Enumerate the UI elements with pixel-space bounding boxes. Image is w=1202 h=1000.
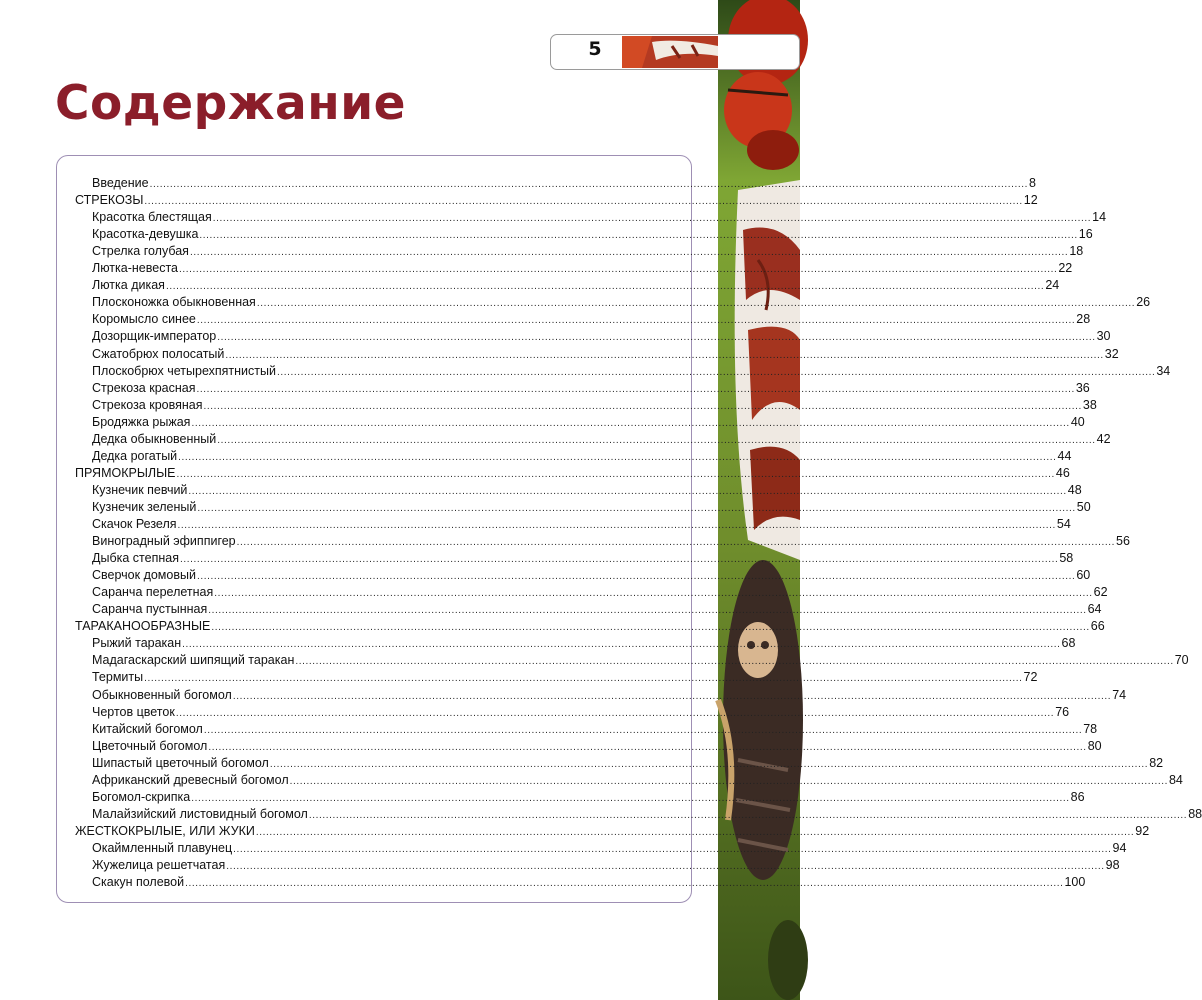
toc-page-number: 40 <box>1070 414 1085 429</box>
toc-page-number: 36 <box>1075 380 1090 395</box>
toc-entry-row <box>92 532 1130 550</box>
toc-page-number: 48 <box>1067 482 1082 497</box>
toc-entry-row <box>92 362 1171 380</box>
toc-page-number: 58 <box>1059 551 1074 566</box>
toc-entry-title: Стрелка голубая <box>92 244 189 259</box>
toc-page-number: 14 <box>1092 210 1107 225</box>
toc-entry-row <box>92 276 1060 294</box>
toc-page-number: 100 <box>1064 875 1086 890</box>
toc-entry-row <box>92 788 1085 806</box>
toc-page-number: 46 <box>1055 465 1070 480</box>
toc-page-number: 92 <box>1135 823 1150 838</box>
toc-entry-title: Окаймленный плавунец <box>92 840 233 855</box>
toc-entry-row <box>92 856 1120 874</box>
toc-entry-title: Обыкновенный богомол <box>92 687 232 702</box>
toc-entry-title: Цветочный богомол <box>92 738 208 753</box>
toc-page-number: 34 <box>1156 363 1171 378</box>
toc-leader-dots: .................................................................................................................................................................................................................................................................... <box>256 298 1136 310</box>
toc-leader-dots: .................................................................................................................................................................................................................................................................... <box>203 400 1082 412</box>
toc-page-number: 16 <box>1078 227 1093 242</box>
toc-leader-dots: .................................................................................................................................................................................................................................................................... <box>211 622 1090 634</box>
toc-leader-dots: .................................................................................................................................................................................................................................................................... <box>149 179 1028 190</box>
toc-page-number: 54 <box>1056 517 1071 531</box>
toc-page-number: 44 <box>1057 448 1072 463</box>
toc-entry-title: Сверчок домовый <box>92 568 196 583</box>
toc-entry-row <box>92 515 1071 533</box>
toc-entry-row <box>92 481 1082 499</box>
toc-entry-row <box>92 379 1090 397</box>
toc-entry-row <box>92 396 1097 414</box>
page-title: Содержание <box>55 76 407 131</box>
toc-entry-row <box>92 566 1091 584</box>
toc-leader-dots: .................................................................................................................................................................................................................................................................... <box>144 196 1023 208</box>
toc-entry-row <box>92 754 1164 772</box>
toc-entry-title: Стрекоза кровяная <box>92 397 203 412</box>
toc-page-number: 88 <box>1188 806 1202 821</box>
toc-page-number: 74 <box>1112 687 1127 702</box>
toc-entry-row <box>92 651 1189 669</box>
page-number: 5 <box>588 38 602 60</box>
toc-entry-title: ПРЯМОКРЫЛЫЕ <box>75 465 176 480</box>
toc-page-number: 24 <box>1045 278 1060 293</box>
toc-leader-dots: .................................................................................................................................................................................................................................................................... <box>255 826 1135 838</box>
toc-entry-title: Китайский богомол <box>92 721 203 736</box>
toc-leader-dots: .................................................................................................................................................................................................................................................................... <box>179 554 1059 566</box>
toc-leader-dots: .................................................................................................................................................................................................................................................................... <box>196 315 1076 327</box>
toc-entry-row <box>92 174 1036 192</box>
toc-entry-title: Саранча перелетная <box>92 585 214 600</box>
toc-entry-row <box>92 549 1074 567</box>
toc-entry-title: Лютка-невеста <box>92 261 178 276</box>
toc-section-row <box>75 191 1038 209</box>
toc-leader-dots: .................................................................................................................................................................................................................................................................... <box>214 588 1093 600</box>
toc-entry-row <box>92 225 1093 243</box>
toc-page-number: 28 <box>1076 312 1091 327</box>
toc-page-number: 66 <box>1090 619 1105 634</box>
toc-entry-row <box>92 430 1111 448</box>
toc-entry-row <box>92 259 1073 277</box>
toc-entry-title: Красотка блестящая <box>92 210 212 225</box>
toc-entry-row <box>92 720 1098 738</box>
toc-page-number: 86 <box>1070 789 1085 804</box>
toc-entry-title: Рыжий таракан <box>92 636 182 651</box>
toc-leader-dots: .................................................................................................................................................................................................................................................................... <box>269 758 1149 770</box>
toc-page-number: 98 <box>1105 858 1120 872</box>
toc-leader-dots: .................................................................................................................................................................................................................................................................... <box>232 690 1112 702</box>
toc-leader-dots: .................................................................................................................................................................................................................................................................... <box>182 639 1061 651</box>
toc-leader-dots: .................................................................................................................................................................................................................................................................... <box>178 451 1057 463</box>
toc-leader-dots: .................................................................................................................................................................................................................................................................... <box>177 520 1056 531</box>
toc-leader-dots: .................................................................................................................................................................................................................................................................... <box>197 502 1076 514</box>
toc-entry-title: Африканский древесный богомол <box>92 772 289 787</box>
toc-page-number: 70 <box>1174 653 1189 668</box>
toc-leader-dots: .................................................................................................................................................................................................................................................................... <box>196 383 1075 395</box>
toc-entry-row <box>92 583 1108 601</box>
toc-entry-title: Богомол-скрипка <box>92 789 191 804</box>
toc-page-number: 68 <box>1061 636 1076 651</box>
toc-entry-title: Малайзийский листовидный богомол <box>92 806 308 821</box>
toc-entry-row <box>92 413 1085 431</box>
toc-entry-title: Саранча пустынная <box>92 602 208 617</box>
toc-entry-title: Шипастый цветочный богомол <box>92 755 269 770</box>
toc-leader-dots: .................................................................................................................................................................................................................................................................... <box>226 861 1105 872</box>
toc-leader-dots: .................................................................................................................................................................................................................................................................... <box>225 349 1104 361</box>
toc-page-number: 94 <box>1112 840 1127 855</box>
toc-entry-title: Скакун полевой <box>92 875 185 890</box>
toc-page-number: 30 <box>1096 329 1111 344</box>
toc-entry-row <box>92 771 1183 789</box>
toc-entry-row <box>92 327 1111 345</box>
toc-entry-title: СТРЕКОЗЫ <box>75 193 144 208</box>
toc-entry-row <box>92 737 1102 755</box>
toc-leader-dots: .................................................................................................................................................................................................................................................................... <box>188 485 1067 497</box>
toc-page-number: 64 <box>1087 602 1102 617</box>
toc-page-number: 56 <box>1116 534 1130 549</box>
toc-leader-dots: .................................................................................................................................................................................................................................................................... <box>196 571 1076 583</box>
toc-page-number: 62 <box>1093 585 1108 600</box>
toc-section-row <box>75 822 1150 840</box>
toc-entry-title: Введение <box>92 176 149 190</box>
toc-leader-dots: .................................................................................................................................................................................................................................................................... <box>191 417 1070 429</box>
toc-leader-dots: .................................................................................................................................................................................................................................................................... <box>208 605 1087 617</box>
toc-leader-dots: .................................................................................................................................................................................................................................................................... <box>175 707 1055 719</box>
toc-page-number: 50 <box>1076 499 1091 514</box>
toc-leader-dots: .................................................................................................................................................................................................................................................................... <box>217 434 1096 446</box>
toc-entry-row <box>92 805 1202 823</box>
toc-leader-dots: .................................................................................................................................................................................................................................................................... <box>217 332 1096 344</box>
toc-page-number: 80 <box>1087 738 1102 753</box>
toc-entry-title: Красотка-девушка <box>92 227 199 242</box>
toc-leader-dots: .................................................................................................................................................................................................................................................................... <box>208 741 1087 753</box>
toc-leader-dots: .................................................................................................................................................................................................................................................................... <box>203 724 1083 736</box>
toc-entry-title: Дозорщик-император <box>92 329 217 344</box>
toc-page-number: 22 <box>1058 261 1073 276</box>
toc-page-number: 32 <box>1104 346 1119 361</box>
toc-leader-dots: .................................................................................................................................................................................................................................................................... <box>199 230 1078 242</box>
toc-leader-dots: .................................................................................................................................................................................................................................................................... <box>191 792 1070 804</box>
toc-entry-title: Лютка дикая <box>92 278 165 293</box>
toc-leader-dots: .................................................................................................................................................................................................................................................................... <box>295 656 1174 668</box>
toc-page-number: 18 <box>1069 244 1084 259</box>
toc-entry-row <box>92 447 1072 465</box>
toc-leader-dots: .................................................................................................................................................................................................................................................................... <box>236 537 1116 549</box>
toc-leader-dots: .................................................................................................................................................................................................................................................................... <box>176 468 1055 480</box>
toc-page-number: 78 <box>1083 721 1098 736</box>
page-tab-photo <box>622 36 718 68</box>
toc-entry-title: Кузнечик певчий <box>92 482 188 497</box>
toc-entry-row <box>92 839 1127 857</box>
toc-entry-row <box>92 600 1102 618</box>
toc-entry-title: Бродяжка рыжая <box>92 414 191 429</box>
toc-page-number: 72 <box>1023 670 1038 685</box>
toc-entry-title: Коромысло синее <box>92 312 196 327</box>
toc-entry-row <box>92 345 1119 363</box>
toc-page-number: 42 <box>1096 431 1111 446</box>
toc-leader-dots: .................................................................................................................................................................................................................................................................... <box>233 843 1112 855</box>
toc-page-number: 12 <box>1023 193 1038 208</box>
toc-leader-dots: .................................................................................................................................................................................................................................................................... <box>165 281 1045 293</box>
toc-entry-row <box>92 208 1107 226</box>
toc-leader-dots: .................................................................................................................................................................................................................................................................... <box>308 809 1188 821</box>
toc-entry-title: Скачок Резеля <box>92 517 177 531</box>
toc-entry-row <box>92 873 1086 891</box>
toc-entry-row <box>92 242 1084 260</box>
toc-entry-row <box>92 634 1076 652</box>
toc-page-number: 38 <box>1082 397 1097 412</box>
toc-page-number: 84 <box>1168 772 1183 787</box>
toc-page-number: 76 <box>1055 704 1070 719</box>
toc-leader-dots: .................................................................................................................................................................................................................................................................... <box>189 247 1069 259</box>
toc-page-number: 26 <box>1136 295 1151 310</box>
toc-entry-title: Стрекоза красная <box>92 380 196 395</box>
toc-entry-row <box>92 293 1151 311</box>
toc-entry-title: Сжатобрюх полосатый <box>92 346 225 361</box>
toc-entry-row <box>92 668 1038 686</box>
toc-leader-dots: .................................................................................................................................................................................................................................................................... <box>144 673 1023 685</box>
toc-entry-title: Плоскобрюх четырехпятнистый <box>92 363 276 378</box>
toc-entry-title: ТАРАКАНООБРАЗНЫЕ <box>75 619 211 634</box>
toc-page-number: 8 <box>1028 176 1036 190</box>
toc-entry-row <box>92 310 1091 328</box>
toc-entry-title: ЖЕСТКОКРЫЛЫЕ, ИЛИ ЖУКИ <box>75 823 255 838</box>
toc-section-row <box>75 464 1070 482</box>
toc-entry-title: Чертов цветок <box>92 704 175 719</box>
toc-entry-row <box>92 703 1070 721</box>
toc-entry-title: Дедка рогатый <box>92 448 178 463</box>
toc-page-number: 60 <box>1076 568 1091 583</box>
toc-page-number: 82 <box>1149 755 1164 770</box>
toc-entry-title: Жужелица решетчатая <box>92 858 226 872</box>
toc-leader-dots: .................................................................................................................................................................................................................................................................... <box>178 264 1058 276</box>
toc-entry-title: Плосконожка обыкновенная <box>92 295 256 310</box>
toc-entry-title: Дедка обыкновенный <box>92 431 217 446</box>
toc-entry-row <box>92 686 1127 704</box>
toc-entry-row <box>92 498 1091 516</box>
toc-entry-title: Термиты <box>92 670 144 685</box>
toc-entry-title: Дыбка степная <box>92 551 179 566</box>
toc-section-row <box>75 617 1105 635</box>
toc-leader-dots: .................................................................................................................................................................................................................................................................... <box>185 878 1064 890</box>
toc-leader-dots: .................................................................................................................................................................................................................................................................... <box>276 366 1156 378</box>
toc-leader-dots: .................................................................................................................................................................................................................................................................... <box>212 213 1092 225</box>
toc-entry-title: Мадагаскарский шипящий таракан <box>92 653 295 668</box>
toc-entry-title: Виноградный эфиппигер <box>92 534 236 549</box>
toc-leader-dots: .................................................................................................................................................................................................................................................................... <box>289 775 1168 787</box>
toc-entry-title: Кузнечик зеленый <box>92 499 197 514</box>
